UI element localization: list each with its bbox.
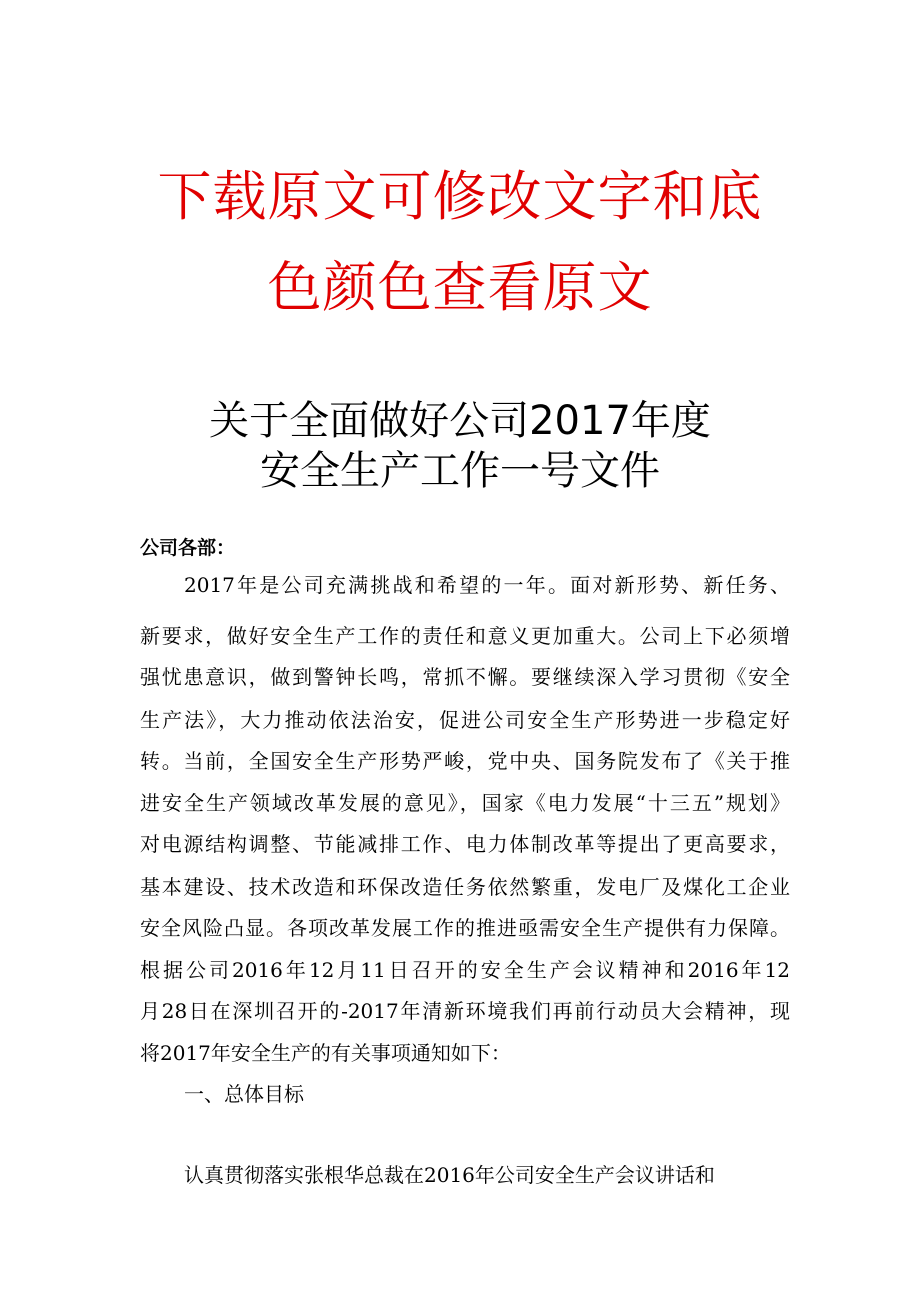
paragraph-line: 新要求，做好安全生产工作的责任和意义更加重大。公司上下必须增 — [140, 624, 790, 648]
paragraph-line: 基本建设、技术改造和环保改造任务依然繁重，发电厂及煤化工企业 — [140, 875, 790, 899]
salutation: 公司各部： — [140, 537, 236, 559]
paragraph-line: 进安全生产领域改革发展的意见》，国家《电力发展“十三五”规划》 — [140, 791, 790, 815]
section-heading: 一、总体目标 — [184, 1082, 304, 1106]
paragraph-line: 生产法》，大力推动依法治安，促进公司安全生产形势进一步稳定好 — [140, 708, 790, 732]
paragraph-line: 认真贯彻落实张根华总裁在2016年公司安全生产会议讲话和 — [184, 1163, 715, 1187]
paragraph-line: 转。当前，全国安全生产形势严峻，党中央、国务院发布了《关于推 — [140, 749, 790, 773]
document-title-line-2: 安全生产工作一号文件 — [260, 448, 660, 494]
paragraph-line: 根据公司2016年12月11日召开的安全生产会议精神和2016年12 — [140, 958, 790, 982]
document-title-line-1: 关于全面做好公司2017年度 — [209, 398, 711, 444]
paragraph-line: 将2017年安全生产的有关事项通知如下： — [140, 1041, 511, 1065]
paragraph-line: 月28日在深圳召开的-2017年清新环境我们再前行动员大会精神，现 — [140, 999, 790, 1023]
paragraph-line: 安全风险凸显。各项改革发展工作的推进亟需安全生产提供有力保障。 — [140, 916, 790, 940]
download-banner-line-1: 下载原文可修改文字和底 — [157, 165, 763, 228]
paragraph-line: 对电源结构调整、节能减排工作、电力体制改革等提出了更高要求， — [140, 832, 790, 856]
download-banner-line-2: 色颜色查看原文 — [267, 256, 653, 319]
paragraph-line: 2017年是公司充满挑战和希望的一年。面对新形势、新任务、 — [184, 573, 790, 597]
paragraph-line: 强忧患意识，做到警钟长鸣，常抓不懈。要继续深入学习贯彻《安全 — [140, 665, 790, 689]
